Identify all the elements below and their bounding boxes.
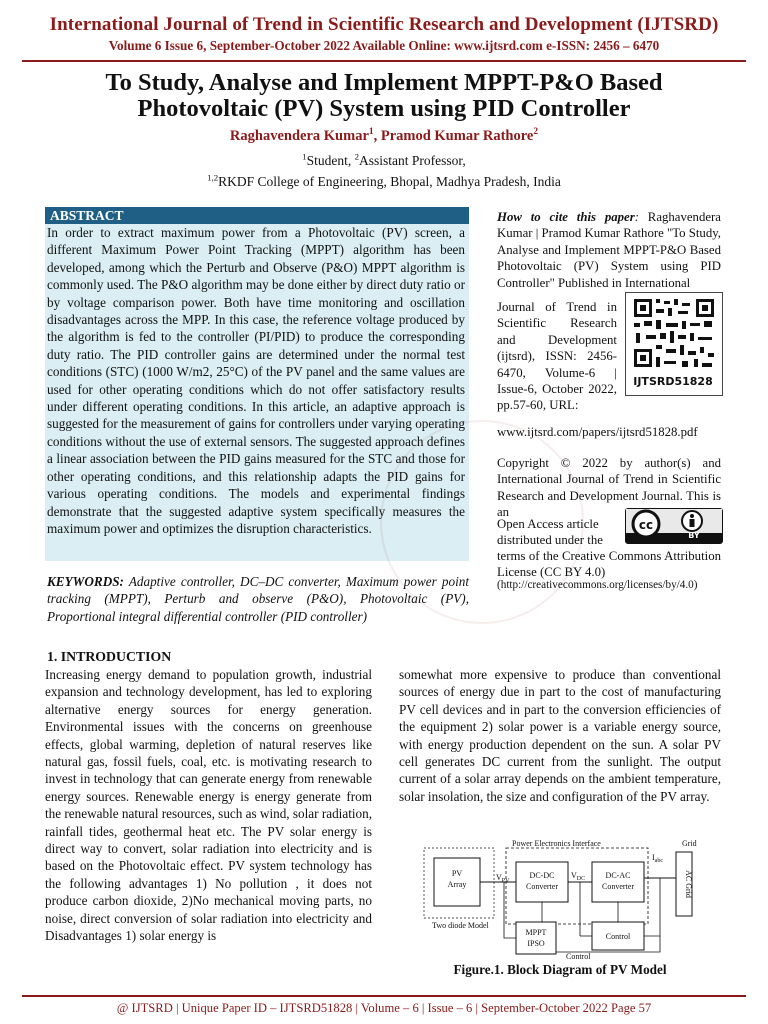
affil-sup-12: 1,2 [207, 172, 219, 183]
citation-narrow: Journal of Trend in Scientific Research and Development (ijtsrd), ISSN: 2456-6470, Volume-6 | Issue-6, October 2022, pp.57-60, URL: [497, 300, 617, 413]
footer-divider [22, 995, 746, 997]
control-label: Control [605, 932, 631, 941]
svg-text:cc: cc [638, 518, 654, 532]
affil-sup-2: 2 [354, 151, 360, 162]
ipso-label: IPSO [527, 939, 545, 948]
affiliation-institution [0, 174, 768, 190]
license-url[interactable]: (http://creativecommons.org/licenses/by/4.0) [497, 579, 698, 591]
affil-sup-1: 1 [302, 151, 307, 162]
iabc-label: $I_{abc}$ [652, 853, 663, 864]
citation-text: Raghavendera Kumar | Pramod Kumar Rathore "To Study, Analyse and Implement MPPT-P&O Based Photovoltaic (PV) System using PID Controller" Published in International [497, 210, 721, 290]
author-separator: , [373, 128, 381, 144]
vdc-label: $V_{DC}$ [571, 871, 586, 882]
dcdc-label: DC-DC [529, 871, 555, 880]
abstract-heading: ABSTRACT [45, 207, 469, 224]
cc-by-badge[interactable] [625, 508, 723, 544]
dcac-label: DC-AC [605, 871, 631, 880]
copyright-text: Copyright © 2022 by author(s) and International Journal of Trend in Scientific Research and Development Journal. This is an [497, 456, 721, 520]
author-2-sup: 2 [533, 127, 539, 138]
dcdc-converter-label: Converter [526, 882, 558, 891]
citation-url[interactable]: www.ijtsrd.com/papers/ijtsrd51828.pdf [497, 425, 698, 439]
two-diode-label: Two diode Model [432, 921, 489, 930]
section-heading-introduction: 1. INTRODUCTION [47, 649, 172, 664]
dcac-converter-label: Converter [602, 882, 634, 891]
pei-label: Power Electronics Interface [512, 839, 601, 848]
author-2: Pramod Kumar Rathore [380, 128, 534, 144]
journal-title: International Journal of Trend in Scientific Research and Development (IJTSRD) [49, 14, 719, 35]
paper-title [60, 70, 708, 122]
vpv-label: $V_{PV}$ [496, 873, 510, 884]
header-divider [22, 60, 746, 62]
figure-caption: Figure.1. Block Diagram of PV Model [453, 962, 667, 977]
affiliation-roles [0, 153, 768, 169]
copyright-terms: terms of the Creative Commons Attribution License (CC BY 4.0) [497, 549, 721, 580]
author-1-sup: 1 [368, 127, 374, 138]
authors [0, 128, 768, 145]
pv-block-diagram [420, 838, 710, 960]
footer-text: @ IJTSRD | Unique Paper ID – IJTSRD51828 | Volume – 6 | Issue – 6 | September-October 2022 Page 57 [116, 1001, 652, 1015]
paper-title-line1: To Study, Analyse and Implement MPPT-P&O Based [105, 69, 663, 96]
ac-grid-label: AC Grid [684, 870, 693, 898]
array-label: Array [447, 880, 467, 889]
affil-role-1: Student, [306, 153, 355, 168]
intro-right-column: somewhat more expensive to produce than conventional sources of energy due in part to the cost of manufacturing PV cell devices and in part to the conversion efficiencies of the equipment 2) solar power is a variable energy source, with energy production dependent on the sun. A solar PV cell generates DC current from the sunlight. The output current of a solar array depends on the ambient temperature, solar insolation, the size and configuration of the PV array. [399, 667, 721, 804]
keywords-label: KEYWORDS: [47, 574, 124, 589]
qr-code-icon [626, 293, 722, 373]
intro-left-column: Increasing energy demand to population growth, industrial expansion and technology development, has led to exploring alternative energy sources for energy generation. Environmental issues with the concerns on greenhouse effects, global warming, depletion of natural reserves like natural gas, fossil fuels, coal, etc. is motivating research to invest in technology that can generate energy from renewable energy sources. Renewable energy is energy generate from the renewable natural resources, such as wind, solar radiation, rainfall tides, geothermal heat etc. The PV solar energy is direct way to convert, solar radiation into electricity and is based on the Photovoltaic effect. PV system technology has the following advantages 1) No pollution , it does not produce carbon dioxide, 2)No mechanical moving parts, no noise, direct conversion of solar radiation into electricity and Disadvantages 1) solar energy is [45, 667, 373, 944]
paper-title-line2: Photovoltaic (PV) System using PID Controller [137, 95, 631, 122]
journal-info: Volume 6 Issue 6, September-October 2022 Available Online: www.ijtsrd.com e-ISSN: 2456 – 6470 [108, 38, 660, 53]
copyright-open-access: Open Access article distributed under the [497, 517, 603, 548]
author-1: Raghavendera Kumar [229, 128, 369, 144]
cc-by-label: BY [688, 531, 700, 540]
mppt-label: MPPT [525, 928, 547, 937]
citation-colon: : [634, 210, 648, 224]
control-bus-label: Control [566, 952, 591, 960]
mppt-block [516, 922, 556, 954]
grid-label: Grid [682, 839, 697, 848]
qr-code-label: IJTSRD51828 [633, 375, 713, 388]
abstract-text: In order to extract maximum power from a Photovoltaic (PV) screen, a different Maximum Power Point Tracking (MPPT) algorithm has been developed, among which the Perturb and Observe (P&O) MPPT algorithm is commonly used. The P&O algorithm may be done either by direct duty ratio or by voltage comparison power. Both have time monitoring and oscillation disadvantages across the MPP. In this case, the reference voltage produced by the algorithm is fed to the controller (PI/PID) to produce the corresponding duty ratio. The PID controller gains are determined under the normal test conditions (STC) (1000 W/m2, 25°C) of the PV panel and the same values are used for other operating conditions which do not offer satisfactory results under different operating conditions. In this article, an adaptive approach is suggested for the measurement of gains for controllers under varying operating conditions without the use of external sensors. The suggested approach defines a linear association between the PID gains measured for the STC and those for other operating conditions, and this relationship adapts the PID gains for various operating conditions. The models and experimental findings demonstrate that the suggested adaptive system specifically measures the maximum power and optimizes the disruption characteristics. [47, 225, 466, 536]
keywords-text: Adaptive controller, DC–DC converter, Maximum power point tracking (MPPT), Perturb and observe (P&O), Photovoltaic (PV), Proportional integral differential controller (PID controller) [47, 574, 469, 624]
affil-role-2: Assistant Professor, [359, 153, 466, 168]
pv-label: PV [451, 869, 463, 878]
affil-institution: RKDF College of Engineering, Bhopal, Madhya Pradesh, India [218, 174, 561, 189]
citation-block [497, 209, 721, 291]
citation-label: How to cite this paper [497, 210, 635, 224]
